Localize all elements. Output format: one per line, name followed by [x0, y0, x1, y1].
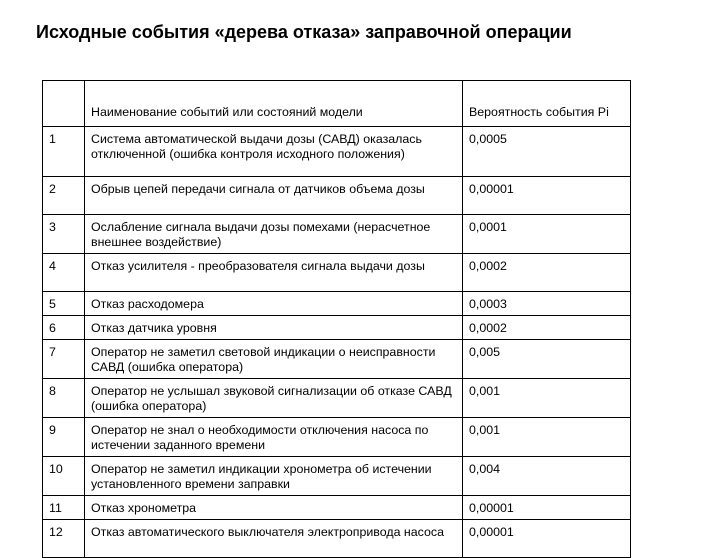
cell-num: 2: [43, 177, 85, 215]
table-row: [43, 292, 631, 316]
table-row: [43, 418, 631, 457]
cell-prob: 0,001: [463, 379, 631, 418]
cell-num: 1: [43, 127, 85, 177]
table-row: [43, 177, 631, 215]
cell-prob: 0,0003: [463, 292, 631, 316]
table-row: [43, 127, 631, 177]
cell-prob: 0,0002: [463, 316, 631, 340]
cell-name: Отказ датчика уровня: [85, 316, 463, 340]
table-row: [43, 316, 631, 340]
cell-prob: 0,0002: [463, 254, 631, 292]
cell-num: 10: [43, 457, 85, 496]
header-num-cell: [43, 81, 85, 127]
table-row: [43, 457, 631, 496]
table-row: [43, 340, 631, 379]
events-table: [42, 80, 631, 558]
cell-name: Отказ хронометра: [85, 496, 463, 520]
cell-num: 8: [43, 379, 85, 418]
table-row: [43, 379, 631, 418]
cell-name: Оператор не услышал звуковой сигнализации об отказе САВД (ошибка оператора): [85, 379, 463, 418]
cell-name: Система автоматической выдачи дозы (САВД) оказалась отключенной (ошибка контроля исходного положения): [85, 127, 463, 177]
cell-prob: 0,00001: [463, 520, 631, 558]
table-row: [43, 520, 631, 558]
cell-prob: 0,0005: [463, 127, 631, 177]
page-title: Исходные события «дерева отказа» заправочной операции: [36, 22, 572, 42]
cell-prob: 0,00001: [463, 496, 631, 520]
header-name-cell: Наименование событий или состояний модели: [85, 81, 463, 127]
cell-prob: 0,004: [463, 457, 631, 496]
cell-num: 11: [43, 496, 85, 520]
header-prob-cell: Вероятность события Pi: [463, 81, 631, 127]
table-row: [43, 254, 631, 292]
cell-prob: 0,001: [463, 418, 631, 457]
cell-num: 4: [43, 254, 85, 292]
cell-prob: 0,0001: [463, 215, 631, 254]
cell-num: 7: [43, 340, 85, 379]
cell-name: Отказ автоматического выключателя электропривода насоса: [85, 520, 463, 558]
table-row: [43, 496, 631, 520]
cell-name: Оператор не знал о необходимости отключения насоса по истечении заданного времени: [85, 418, 463, 457]
cell-name: Ослабление сигнала выдачи дозы помехами (нерасчетное внешнее воздействие): [85, 215, 463, 254]
cell-name: Оператор не заметил световой индикации о неисправности САВД (ошибка оператора): [85, 340, 463, 379]
cell-name: Отказ усилителя - преобразователя сигнала выдачи дозы: [85, 254, 463, 292]
table-header-row: [43, 81, 631, 127]
table-row: [43, 215, 631, 254]
cell-num: 6: [43, 316, 85, 340]
cell-num: 5: [43, 292, 85, 316]
cell-name: Оператор не заметил индикации хронометра об истечении установленного времени заправки: [85, 457, 463, 496]
cell-num: 12: [43, 520, 85, 558]
cell-name: Отказ расходомера: [85, 292, 463, 316]
cell-num: 3: [43, 215, 85, 254]
cell-prob: 0,005: [463, 340, 631, 379]
cell-num: 9: [43, 418, 85, 457]
cell-prob: 0,00001: [463, 177, 631, 215]
cell-name: Обрыв цепей передачи сигнала от датчиков объема дозы: [85, 177, 463, 215]
